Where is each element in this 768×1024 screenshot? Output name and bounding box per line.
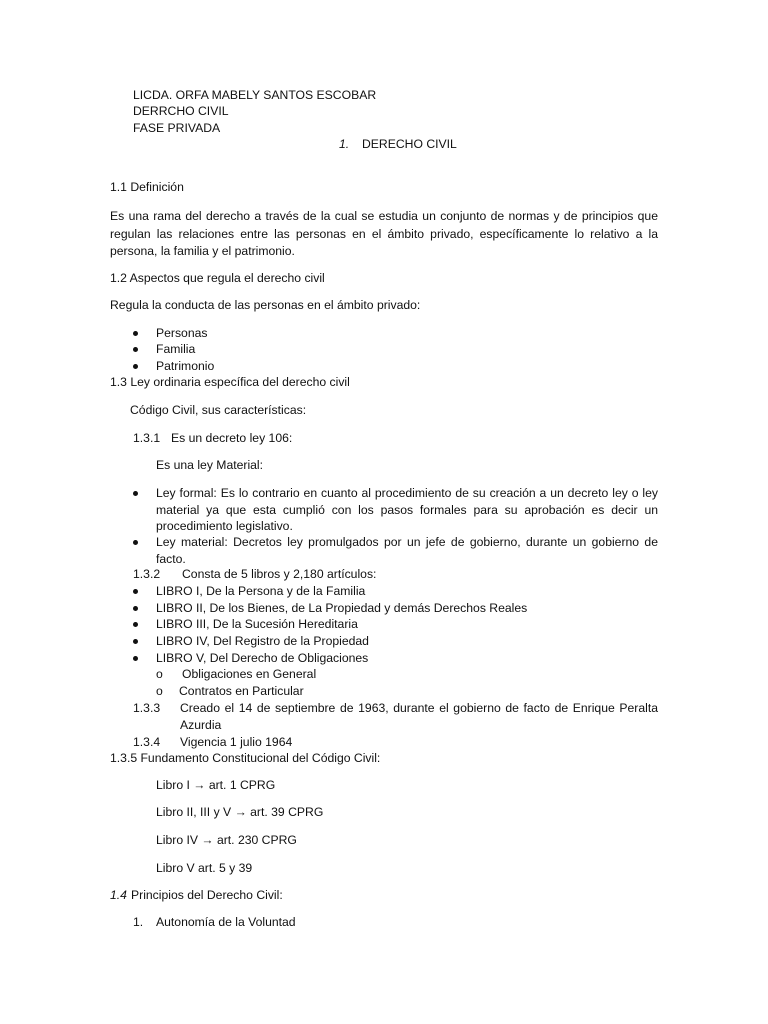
sub-libro-item: Contratos en Particular <box>179 684 304 698</box>
libro-item: LIBRO I, De la Persona y de la Familia <box>156 584 366 598</box>
bullet-icon <box>133 606 138 611</box>
list-item: Personas <box>156 326 208 340</box>
bullet-icon <box>133 331 138 336</box>
ley-material-item: Ley material: Decretos ley promulgados por un jefe de gobierno, durante un gobierno de facto. <box>156 535 658 566</box>
libro-item: LIBRO III, De la Sucesión Hereditaria <box>156 617 358 631</box>
item-text-1-3-4: Vigencia 1 julio 1964 <box>180 735 293 749</box>
item-text-1-3-3: Creado el 14 de septiembre de 1963, durante el gobierno de facto de Enrique Peralta Azurdia <box>180 701 658 732</box>
code-characteristics-intro: Código Civil, sus características: <box>130 403 307 417</box>
document-title: DERECHO CIVIL <box>362 137 457 151</box>
aspects-intro: Regula la conducta de las personas en el ámbito privado: <box>110 298 421 312</box>
libro-item: LIBRO II, De los Bienes, de La Propiedad y demás Derechos Reales <box>156 601 528 615</box>
title-number: 1. <box>339 137 350 151</box>
list-item: Familia <box>156 342 196 356</box>
bullet-icon <box>133 622 138 627</box>
principle-item: Autonomía de la Voluntad <box>156 915 296 929</box>
fundamento-item: Libro I → art. 1 CPRG <box>156 778 276 792</box>
list-item: Patrimonio <box>156 359 215 373</box>
sub-bullet-marker: o <box>156 667 163 681</box>
heading-1-1: 1.1 Definición <box>110 180 184 194</box>
libro-item: LIBRO V, Del Derecho de Obligaciones <box>156 651 369 665</box>
item-number-1-3-3: 1.3.3 <box>133 701 161 715</box>
fundamento-item: Libro V art. 5 y 39 <box>156 861 253 875</box>
phase-name: FASE PRIVADA <box>133 121 221 135</box>
libro-item: LIBRO IV, Del Registro de la Propiedad <box>156 634 369 648</box>
ley-formal-item: Ley formal: Es lo contrario en cuanto al procedimiento de su creación a un decreto ley o ley material ya que esta cumplió con los pasos formales para su aprobación es decir un procedimiento legislativo. <box>156 486 658 533</box>
bullet-icon <box>133 491 138 496</box>
sub-libro-item: Obligaciones en General <box>182 667 317 681</box>
bullet-icon <box>133 639 138 644</box>
item-text-1-3-2: Consta de 5 libros y 2,180 artículos: <box>182 567 377 581</box>
item-number-1-3-4: 1.3.4 <box>133 735 161 749</box>
bullet-icon <box>133 589 138 594</box>
heading-1-4-text: Principios del Derecho Civil: <box>131 888 283 902</box>
heading-1-3: 1.3 Ley ordinaria específica del derecho civil <box>110 375 350 389</box>
definition-paragraph: Es una rama del derecho a través de la cual se estudia un conjunto de normas y de principios que regulan las relaciones entre las personas en el ámbito privado, específicamente lo relativo a la persona, la familia y el patrimonio. <box>110 209 658 258</box>
item-text-1-3-1: Es un decreto ley 106: <box>171 431 293 445</box>
fundamento-item: Libro IV → art. 230 CPRG <box>156 833 297 847</box>
bullet-icon <box>133 540 138 545</box>
heading-1-4-number: 1.4 <box>110 888 127 902</box>
item-number-1-3-1: 1.3.1 <box>133 431 161 445</box>
author-name: LICDA. ORFA MABELY SANTOS ESCOBAR <box>133 88 377 102</box>
course-name: DERRCHO CIVIL <box>133 104 229 118</box>
material-law-label: Es una ley Material: <box>156 458 264 472</box>
heading-1-2: 1.2 Aspectos que regula el derecho civil <box>110 271 325 285</box>
bullet-icon <box>133 656 138 661</box>
item-number-1-3-2: 1.3.2 <box>133 567 161 581</box>
heading-1-3-5: 1.3.5 Fundamento Constitucional del Código Civil: <box>110 751 381 765</box>
bullet-icon <box>133 347 138 352</box>
bullet-icon <box>133 364 138 369</box>
principle-number: 1. <box>133 915 144 929</box>
fundamento-item: Libro II, III y V → art. 39 CPRG <box>156 805 324 819</box>
sub-bullet-marker: o <box>156 684 163 698</box>
